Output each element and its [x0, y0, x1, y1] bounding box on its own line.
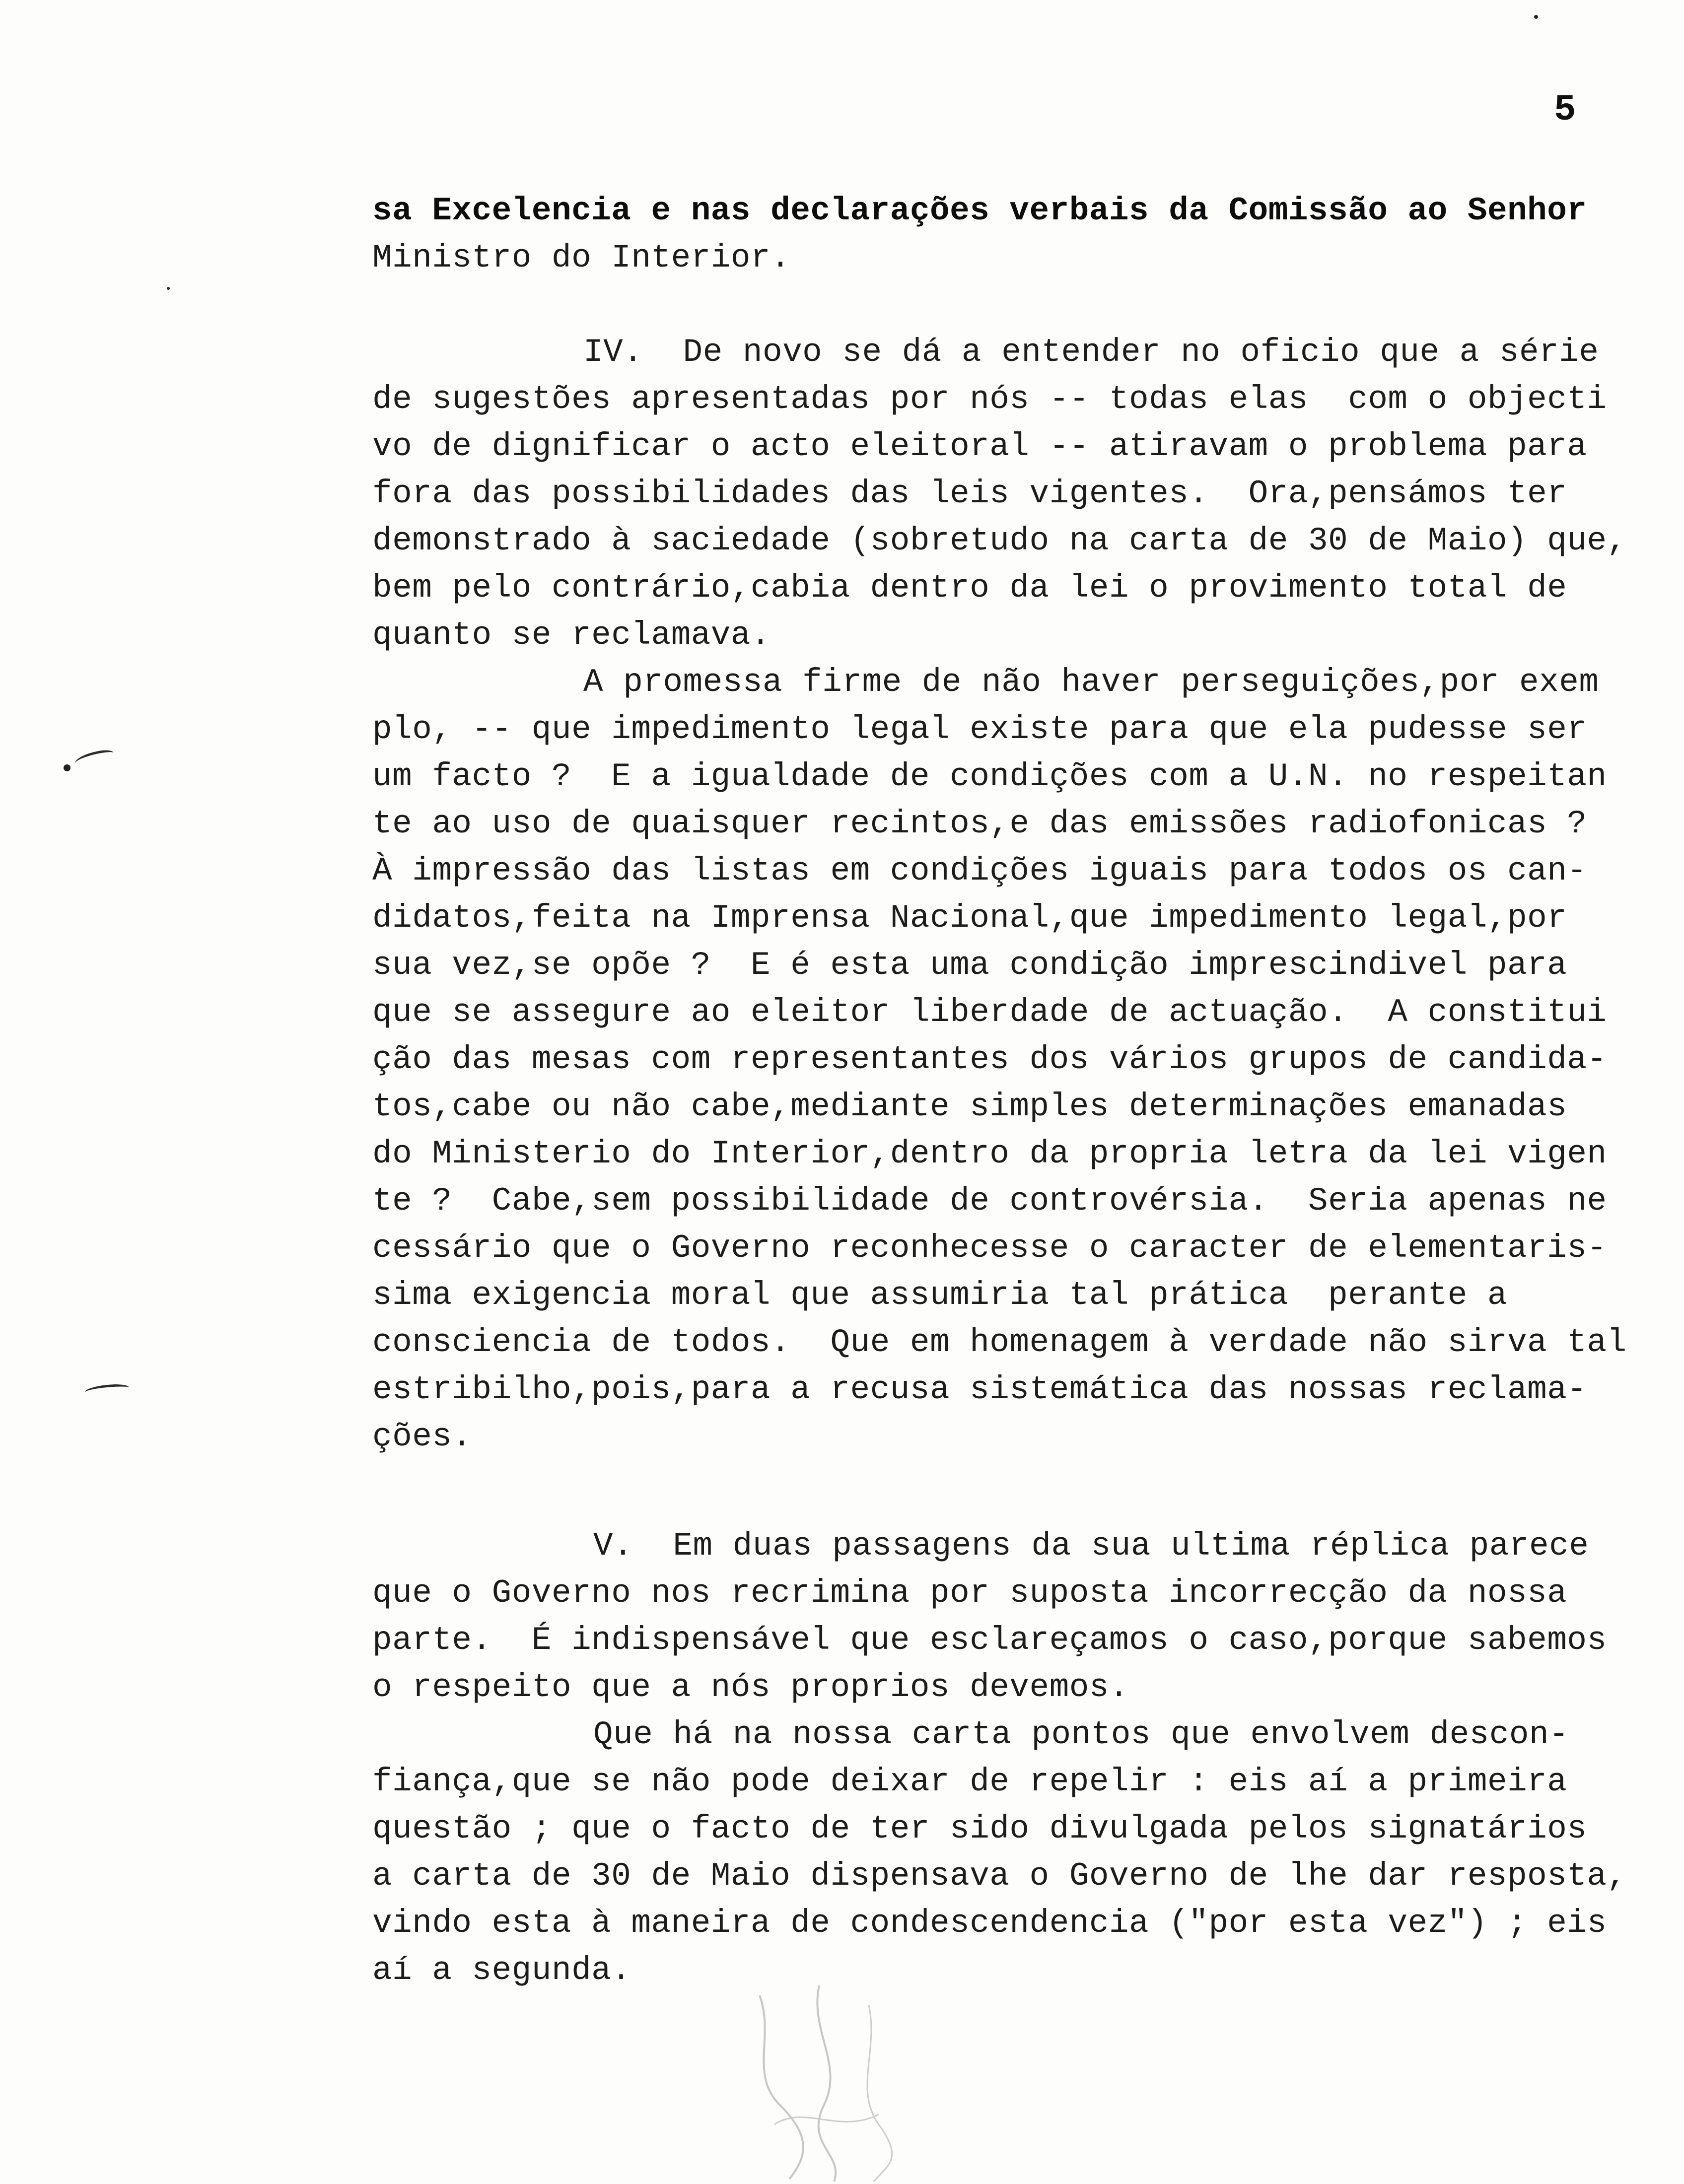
text-line: sima exigencia moral que assumiria tal prática perante a	[372, 1277, 1508, 1314]
text-line: bem pelo contrário,cabia dentro da lei o provimento total de	[372, 569, 1567, 607]
text-line: estribilho,pois,para a recusa sistemática das nossas reclama-	[372, 1371, 1587, 1408]
text-line: te ? Cabe,sem possibilidade de controvérsia. Seria apenas ne	[372, 1182, 1607, 1220]
text-line: sa Excelencia e nas declarações verbais da Comissão ao Senhor	[372, 192, 1587, 229]
faint-scribble	[730, 1976, 918, 2184]
text-line: consciencia de todos. Que em homenagem à verdade não sirva tal	[372, 1324, 1627, 1361]
paragraph-start: A promessa firme de não haver perseguições,por exem	[583, 664, 1599, 701]
text-line: vo de dignificar o acto eleitoral -- atiravam o problema para	[372, 428, 1587, 465]
text-line: ções.	[372, 1418, 472, 1455]
margin-mark	[84, 1383, 129, 1397]
text-line: fora das possibilidades das leis vigentes. Ora,pensámos ter	[372, 475, 1567, 512]
text-line: cessário que o Governo reconhecesse o caracter de elementaris-	[372, 1229, 1607, 1267]
text-line: questão ; que o facto de ter sido divulgada pelos signatários	[372, 1810, 1587, 1847]
margin-speck	[64, 764, 70, 771]
text-line: didatos,feita na Imprensa Nacional,que impedimento legal,por	[372, 899, 1567, 937]
margin-speck	[167, 287, 170, 290]
text-line: fiança,que se não pode deixar de repelir : eis aí a primeira	[372, 1763, 1567, 1800]
section-heading-iv: IV. De novo se dá a entender no oficio que a série	[583, 334, 1599, 371]
text-line: do Ministerio do Interior,dentro da propria letra da lei vigen	[372, 1135, 1607, 1172]
text-line: ção das mesas com representantes dos vários grupos de candida-	[372, 1041, 1607, 1078]
text-line: parte. É indispensável que esclareçamos o caso,porque sabemos	[372, 1622, 1607, 1659]
text-line: À impressão das listas em condições iguais para todos os can-	[372, 852, 1587, 889]
text-line: de sugestões apresentadas por nós -- todas elas com o objecti	[372, 381, 1607, 418]
text-line: aí a segunda.	[372, 1952, 632, 1989]
text-line: tos,cabe ou não cabe,mediante simples determinações emanadas	[372, 1088, 1567, 1125]
text-line: Ministro do Interior.	[372, 239, 791, 276]
text-line: vindo esta à maneira de condescendencia ("por esta vez") ; eis	[372, 1905, 1607, 1942]
text-line: sua vez,se opõe ? E é esta uma condição imprescindivel para	[372, 947, 1567, 984]
text-line: plo, -- que impedimento legal existe para que ela pudesse ser	[372, 711, 1587, 748]
text-line: te ao uso de quaisquer recintos,e das emissões radiofonicas ?	[372, 805, 1587, 842]
section-heading-v: V. Em duas passagens da sua ultima réplica parece	[593, 1527, 1589, 1565]
text-line: o respeito que a nós proprios devemos.	[372, 1669, 1129, 1706]
text-line: que o Governo nos recrimina por suposta incorrecção da nossa	[372, 1574, 1567, 1612]
corner-speck	[1534, 15, 1538, 19]
text-line: quanto se reclamava.	[372, 616, 771, 654]
text-line: a carta de 30 de Maio dispensava o Governo de lhe dar resposta,	[372, 1857, 1627, 1895]
text-line: um facto ? E a igualdade de condições com a U.N. no respeitan	[372, 758, 1607, 795]
page-number: 5	[1554, 89, 1576, 131]
text-line: demonstrado à saciedade (sobretudo na carta de 30 de Maio) que,	[372, 522, 1627, 559]
margin-mark	[73, 748, 115, 768]
paragraph-start: Que há na nossa carta pontos que envolvem descon-	[593, 1716, 1569, 1753]
text-line: que se assegure ao eleitor liberdade de actuação. A constitui	[372, 994, 1607, 1031]
